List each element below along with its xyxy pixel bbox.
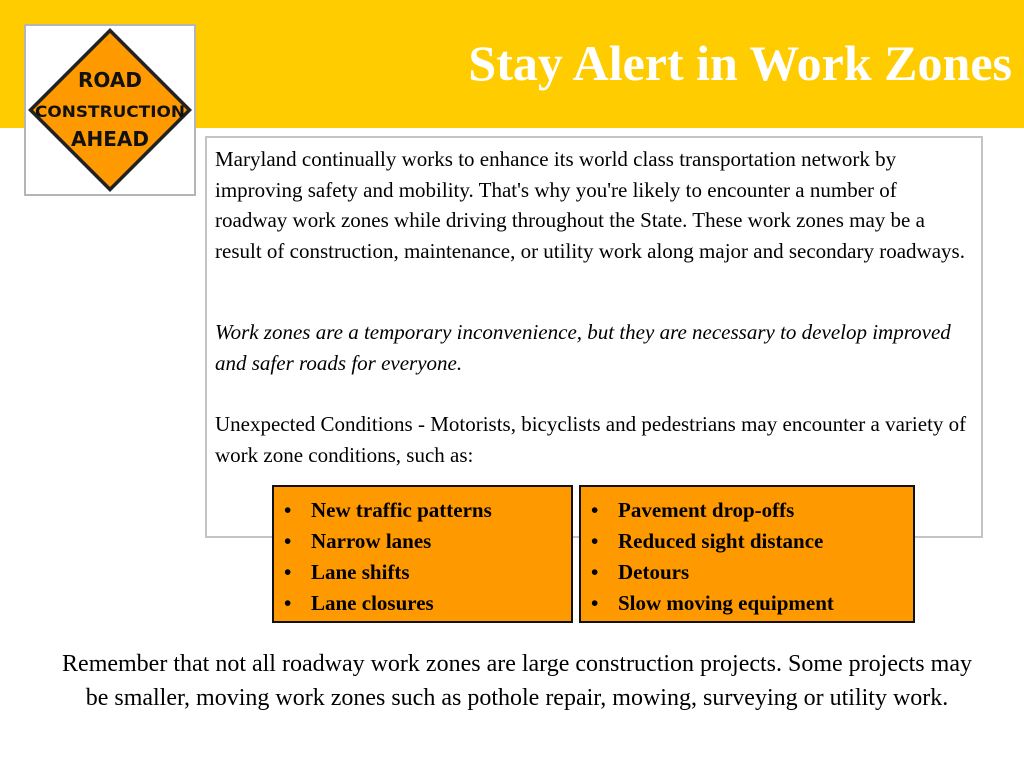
list-item-label: Narrow lanes xyxy=(311,529,432,553)
bullet-icon: • xyxy=(591,529,599,553)
conditions-list-left xyxy=(272,485,573,623)
sign-line-3: AHEAD xyxy=(71,127,149,151)
list-item-label: Slow moving equipment xyxy=(618,591,834,615)
page-title: Stay Alert in Work Zones xyxy=(468,35,1012,91)
italic-note-paragraph: Work zones are a temporary inconvenience, but they are necessary to develop improved and safer roads for everyone. xyxy=(215,320,951,375)
bullet-icon: • xyxy=(284,498,292,522)
sign-line-1: ROAD xyxy=(78,68,142,92)
bullet-icon: • xyxy=(284,591,292,615)
list-item-label: Pavement drop-offs xyxy=(618,498,795,522)
sign-line-2: CONSTRUCTION xyxy=(35,102,185,121)
bullet-icon: • xyxy=(591,498,599,522)
list-item xyxy=(591,495,913,526)
list-item xyxy=(591,588,913,619)
conditions-list-right xyxy=(579,485,915,623)
list-item xyxy=(284,588,571,619)
list-item-label: New traffic patterns xyxy=(311,498,492,522)
intro-paragraph: Maryland continually works to enhance its world class transportation network by improving safety and mobility. That's why you're likely to encounter a number of roadway work zones while driving throughout the State. These work zones may be a result of construction, maintenance, or utility work along major and secondary roadways. xyxy=(215,147,965,263)
road-construction-sign-icon xyxy=(26,26,194,194)
list-item xyxy=(284,557,571,588)
list-item xyxy=(591,557,913,588)
bullet-icon: • xyxy=(591,591,599,615)
list-item xyxy=(284,495,571,526)
unexpected-conditions-paragraph: Unexpected Conditions - Motorists, bicyclists and pedestrians may encounter a variety of work zone conditions, such as: xyxy=(215,412,967,467)
bullet-icon: • xyxy=(591,560,599,584)
list-item-label: Lane shifts xyxy=(311,560,410,584)
list-item-label: Reduced sight distance xyxy=(618,529,824,553)
list-item-label: Lane closures xyxy=(311,591,434,615)
list-item xyxy=(284,526,571,557)
bullet-icon: • xyxy=(284,560,292,584)
footer-note: Remember that not all roadway work zones are large construction projects. Some projects may be smaller, moving work zones such as pothole repair, mowing, surveying or utility work. xyxy=(62,651,972,711)
bullet-icon: • xyxy=(284,529,292,553)
list-item-label: Detours xyxy=(618,560,690,584)
sign-frame xyxy=(24,24,196,196)
list-item xyxy=(591,526,913,557)
